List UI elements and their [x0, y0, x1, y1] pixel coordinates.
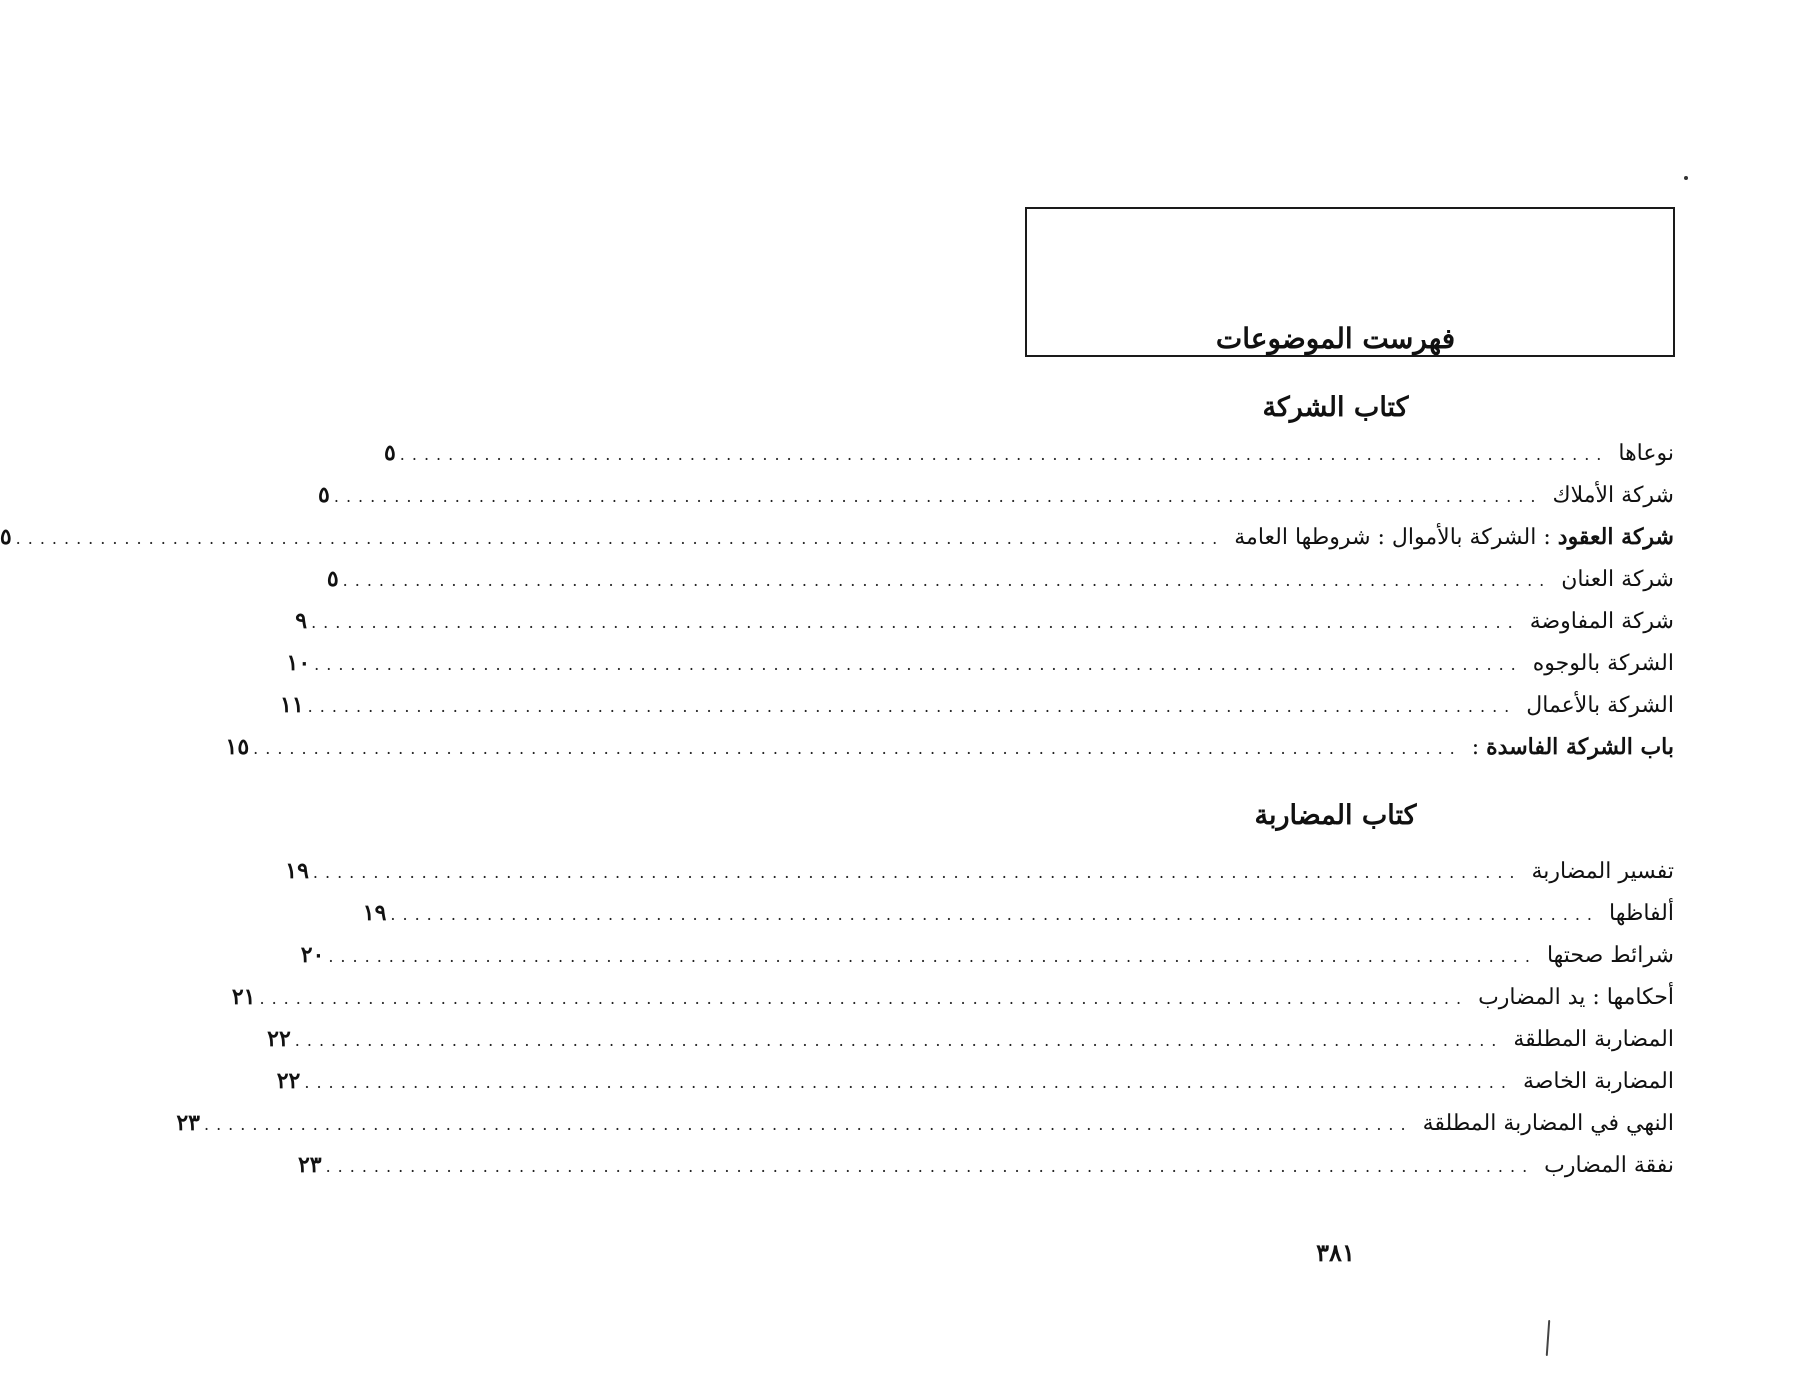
toc-entry-page: ٢١ [231, 984, 256, 1010]
toc-entry-title: ألفاظها [1608, 901, 1674, 926]
dot-leader: .................................................................................................... [314, 655, 1523, 674]
dot-leader: .................................................................................................... [203, 1115, 1413, 1134]
toc-entry [285, 858, 1674, 900]
toc-entry-page: ٢٣ [297, 1152, 322, 1178]
toc-entry-title: نوعاها [1618, 441, 1674, 466]
toc-entry-page: ٥ [318, 482, 330, 508]
toc-entry-page: ١٩ [285, 858, 309, 884]
toc-entry [383, 440, 1674, 482]
dot-leader: .................................................................................................... [333, 487, 1543, 506]
dot-leader: .................................................................................................... [15, 529, 1225, 548]
toc-entry-title: المضاربة الخاصة [1522, 1069, 1674, 1094]
ink-speck [1684, 176, 1688, 180]
toc-entry-title [1224, 524, 1674, 550]
toc-entry-title-rest: : [1471, 735, 1487, 760]
toc-entry [326, 566, 1674, 608]
dot-leader: .................................................................................................... [259, 989, 1469, 1008]
toc-entry-title-strong: باب الشركة الفاسدة [1486, 734, 1674, 760]
dot-leader: .................................................................................................... [399, 445, 1609, 464]
section-heading-mudaraba: كتاب المضاربة [1254, 800, 1417, 831]
toc-entry-title: نفقة المضارب [1544, 1153, 1674, 1178]
toc-entry-title-strong: شركة العقود [1557, 524, 1674, 550]
dot-leader: .................................................................................................... [304, 1073, 1513, 1092]
toc-entry-title-rest: : الشركة بالأموال : شروطها العامة [1234, 525, 1558, 550]
toc-entry [0, 524, 1674, 566]
toc-entry [276, 1068, 1674, 1110]
toc-entry-page: ١٩ [362, 900, 387, 926]
toc-entry-title: الشركة بالأعمال [1526, 693, 1674, 718]
toc-entry-title: الشركة بالوجوه [1532, 651, 1674, 676]
dot-leader: .................................................................................................... [325, 1157, 1535, 1176]
toc-list-sharika [0, 440, 1674, 776]
toc-entry [286, 650, 1674, 692]
toc-entry-page: ٥ [383, 440, 396, 466]
toc-entry-title [1462, 734, 1674, 760]
dot-leader: .................................................................................................... [307, 697, 1517, 716]
toc-entry [280, 692, 1674, 734]
toc-entry [295, 608, 1674, 650]
toc-entry [300, 942, 1674, 984]
toc-entry-page: ١٠ [286, 650, 311, 676]
toc-entry-title: شركة العنان [1561, 567, 1674, 592]
toc-entry [318, 482, 1674, 524]
toc-entry-page: ٥ [326, 566, 339, 592]
toc-entry-title: أحكامها : يد المضارب [1478, 985, 1674, 1010]
index-title-text: فهرست الموضوعات [1210, 322, 1461, 355]
toc-entry-page: ٩ [295, 608, 308, 634]
toc-entry [176, 1110, 1674, 1152]
index-title [864, 322, 1807, 355]
dot-leader: .................................................................................................... [390, 905, 1599, 924]
dot-leader: .................................................................................................... [253, 739, 1462, 758]
toc-entry-title: تفسير المضاربة [1531, 859, 1674, 884]
toc-entry-title: شركة المفاوضة [1529, 609, 1674, 634]
toc-entry [267, 1026, 1674, 1068]
dot-leader: .................................................................................................... [294, 1031, 1504, 1050]
toc-entry-page: ٥ [0, 524, 12, 550]
toc-entry-page: ٢٢ [276, 1068, 301, 1094]
toc-entry-page: ١٥ [225, 734, 250, 760]
toc-entry [297, 1152, 1674, 1194]
toc-entry-title: النهي في المضاربة المطلقة [1422, 1111, 1674, 1136]
toc-entry-title: شرائط صحتها [1546, 943, 1674, 968]
toc-entry-title: المضاربة المطلقة [1513, 1027, 1674, 1052]
toc-entry-page: ٢٠ [300, 942, 325, 968]
toc-entry-title: شركة الأملاك [1552, 483, 1674, 508]
pen-mark [1546, 1320, 1551, 1356]
toc-list-mudaraba [176, 858, 1674, 1194]
dot-leader: .................................................................................................... [342, 571, 1552, 590]
dot-leader: .................................................................................................... [311, 613, 1520, 632]
page-number: ٣٨١ [1316, 1238, 1355, 1267]
toc-entry [231, 984, 1674, 1026]
toc-entry-page: ١١ [280, 692, 304, 718]
toc-entry [362, 900, 1674, 942]
dot-leader: .................................................................................................... [312, 863, 1522, 882]
toc-entry-page: ٢٣ [176, 1110, 200, 1136]
section-heading-sharika: كتاب الشركة [1262, 392, 1409, 423]
toc-entry [225, 734, 1674, 776]
dot-leader: .................................................................................................... [328, 947, 1537, 966]
toc-entry-page: ٢٢ [267, 1026, 291, 1052]
